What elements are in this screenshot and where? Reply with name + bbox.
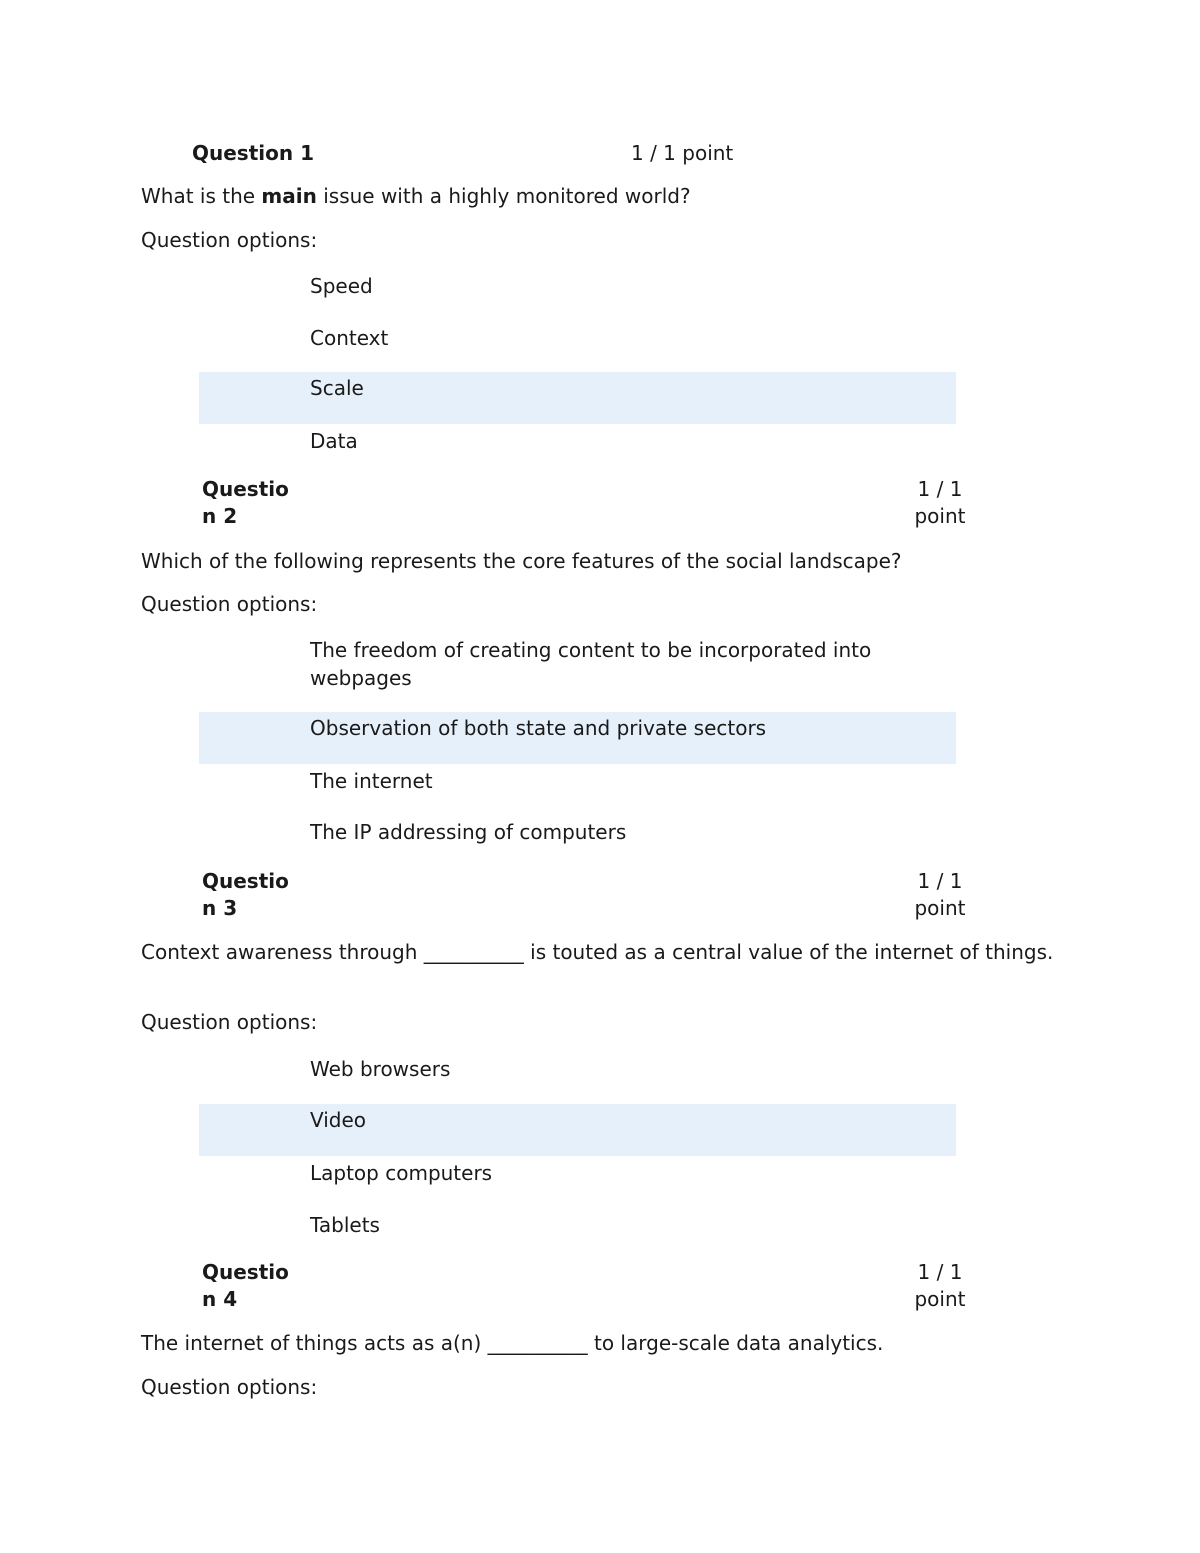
- question-1-option-3-selected[interactable]: Scale: [199, 372, 956, 424]
- question-2-option-4[interactable]: The IP addressing of computers: [310, 820, 627, 844]
- question-2-option-3[interactable]: The internet: [310, 769, 433, 793]
- question-3-option-4[interactable]: Tablets: [310, 1213, 380, 1237]
- question-3-score: 1 / 1 point: [914, 869, 966, 920]
- question-3-option-2-selected[interactable]: Video: [199, 1104, 956, 1156]
- prompt-emphasis: main: [261, 184, 317, 208]
- question-1-option-2[interactable]: Context: [310, 326, 389, 350]
- question-3-option-1[interactable]: Web browsers: [310, 1057, 451, 1081]
- question-2-prompt: Which of the following represents the core features of the social landscape?: [141, 549, 902, 573]
- question-1-options-label: Question options:: [141, 228, 318, 252]
- question-3-title: Question 3: [202, 869, 289, 920]
- question-2-option-2-selected[interactable]: Observation of both state and private sectors: [199, 712, 956, 764]
- prompt-text: What is the: [141, 184, 262, 208]
- question-3-option-3[interactable]: Laptop computers: [310, 1161, 493, 1185]
- question-3-prompt: Context awareness through __________ is touted as a central value of the internet of things.: [141, 940, 1054, 964]
- question-2-title: Question 2: [202, 477, 289, 528]
- question-1-option-4[interactable]: Data: [310, 429, 358, 453]
- question-4-options-label: Question options:: [141, 1375, 318, 1399]
- question-1-option-1[interactable]: Speed: [310, 274, 373, 298]
- prompt-text: issue with a highly monitored world?: [316, 184, 691, 208]
- question-1-score: 1 / 1 point: [631, 141, 734, 165]
- question-4-score: 1 / 1 point: [914, 1260, 966, 1311]
- question-1-prompt: [141, 183, 1071, 210]
- question-3-options-label: Question options:: [141, 1010, 318, 1034]
- question-1-title: Question 1: [192, 141, 314, 165]
- question-4-prompt: The internet of things acts as a(n) __________ to large-scale data analytics.: [141, 1331, 884, 1355]
- question-2-score: 1 / 1 point: [914, 477, 966, 528]
- question-2-option-1[interactable]: The freedom of creating content to be incorporated into webpages: [310, 638, 872, 690]
- question-4-title: Question 4: [202, 1260, 289, 1311]
- question-2-options-label: Question options:: [141, 592, 318, 616]
